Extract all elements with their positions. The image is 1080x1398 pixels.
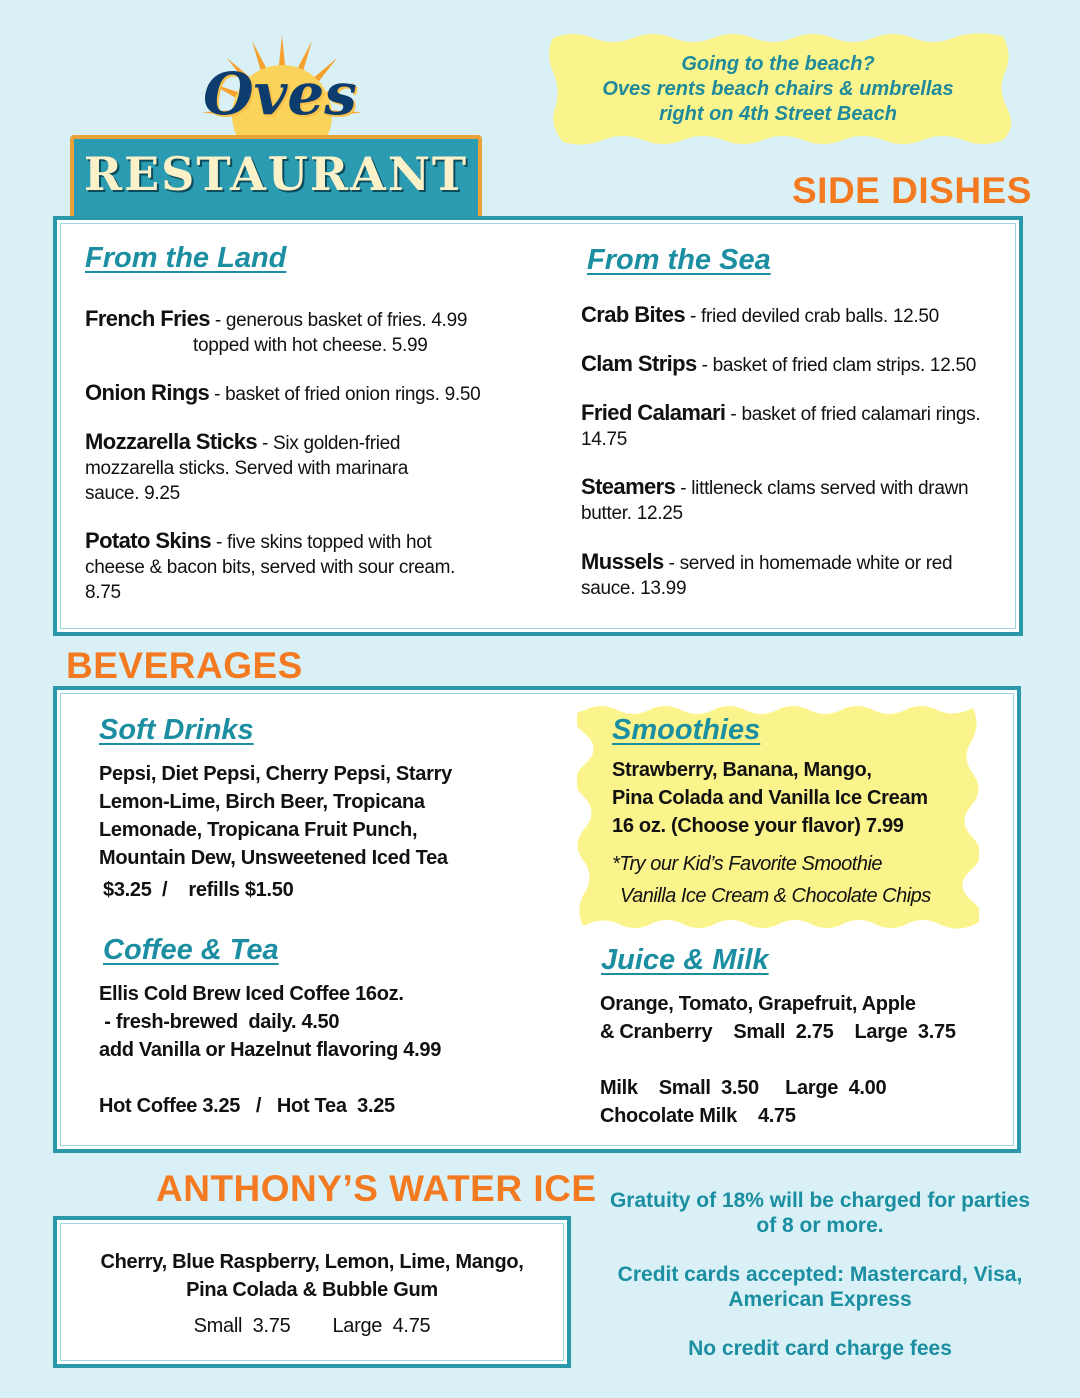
item-name: Crab Bites (581, 302, 686, 327)
from-the-land-heading: From the Land (85, 242, 287, 274)
menu-item-fried-calamari (581, 400, 1001, 452)
item-desc: - basket of fried clam strips. 12.50 (696, 355, 976, 376)
milk-line: Chocolate Milk 4.75 (600, 1105, 796, 1127)
smoothie-line: 16 oz. (Choose your flavor) 7.99 (612, 815, 904, 837)
menu-item-crab-bites (581, 302, 1001, 329)
juice-milk-list (600, 990, 1000, 1130)
cards-line: Credit cards accepted: Mastercard, Visa, (617, 1263, 1023, 1286)
item-desc: - littleneck clams served with drawn butter. 12.25 (581, 478, 969, 524)
menu-item-clam-strips (581, 351, 1001, 378)
item-name: Potato Skins (85, 528, 212, 553)
side-dishes-title: SIDE DISHES (792, 170, 1032, 211)
item-name: Clam Strips (581, 351, 697, 376)
item-name: Mozzarella Sticks (85, 429, 257, 454)
beverages-title: BEVERAGES (66, 645, 303, 686)
item-desc: - basket of fried calamari rings. 14.75 (581, 404, 981, 450)
menu-item-mozzarella-sticks (85, 429, 445, 506)
soft-drinks-list (99, 760, 519, 904)
cards-line: American Express (728, 1288, 912, 1311)
beach-rental-note (543, 30, 1013, 148)
soft-drinks-line: Lemonade, Tropicana Fruit Punch, (99, 819, 418, 841)
item-desc: - generous basket of fries. 4.99 (209, 310, 468, 331)
kids-smoothie-line: *Try our Kid’s Favorite Smoothie (612, 853, 883, 875)
coffee-tea-list (99, 980, 519, 1120)
item-name: Fried Calamari (581, 400, 726, 425)
juice-line: & Cranberry Small 2.75 Large 3.75 (600, 1021, 956, 1043)
coffee-tea-heading: Coffee & Tea (103, 934, 279, 966)
milk-line: Milk Small 3.50 Large 4.00 (600, 1077, 887, 1099)
smoothie-line: Pina Colada and Vanilla Ice Cream (612, 787, 928, 809)
menu-item-potato-skins (85, 528, 465, 605)
gratuity-line: of 8 or more. (756, 1214, 884, 1237)
juice-milk-heading: Juice & Milk (601, 944, 769, 976)
smoothie-line: Strawberry, Banana, Mango, (612, 759, 872, 781)
gratuity-note (590, 1188, 1050, 1238)
smoothies-heading: Smoothies (612, 714, 761, 746)
from-the-sea-heading: From the Sea (587, 244, 771, 276)
beach-note-line: Going to the beach? (681, 53, 875, 75)
juice-line: Orange, Tomato, Grapefruit, Apple (600, 993, 916, 1015)
beach-note-line: right on 4th Street Beach (659, 103, 897, 125)
menu-item-steamers (581, 474, 1001, 526)
item-desc: - served in homemade white or red sauce. 13.99 (581, 553, 953, 599)
restaurant-logo (70, 30, 482, 200)
logo-banner-text: RESTAURANT (83, 147, 469, 201)
water-ice-prices: Small 3.75 Large 4.75 (193, 1315, 431, 1337)
item-name: Mussels (581, 549, 664, 574)
smoothies-card (577, 702, 979, 930)
water-ice-flavors (57, 1248, 567, 1340)
menu-item-onion-rings (85, 380, 525, 407)
logo-script-name: Oves (203, 60, 357, 128)
item-name: Steamers (581, 474, 676, 499)
item-extra: topped with hot cheese. 5.99 (193, 335, 428, 356)
item-name: French Fries (85, 306, 210, 331)
menu-item-french-fries (85, 306, 505, 358)
gratuity-line: Gratuity of 18% will be charged for parties (609, 1189, 1031, 1212)
hot-drinks-line: Hot Coffee 3.25 / Hot Tea 3.25 (99, 1095, 395, 1117)
soft-drinks-line: Mountain Dew, Unsweetened Iced Tea (99, 847, 448, 869)
water-ice-line: Cherry, Blue Raspberry, Lemon, Lime, Mango, (100, 1251, 524, 1273)
item-name: Onion Rings (85, 380, 210, 405)
side-dishes-box (53, 216, 1023, 636)
coffee-line: Ellis Cold Brew Iced Coffee 16oz. (99, 983, 404, 1005)
item-desc: - Six golden-fried mozzarella sticks. Served with marinara sauce. 9.25 (85, 433, 409, 504)
fees-note: No credit card charge fees (688, 1337, 952, 1360)
item-desc: - five skins topped with hot cheese & bacon bits, served with sour cream. 8.75 (85, 532, 456, 603)
water-ice-title: ANTHONY’S WATER ICE (156, 1168, 597, 1209)
logo-banner (70, 135, 482, 221)
item-desc: - basket of fried onion rings. 9.50 (209, 384, 481, 405)
soft-drinks-line: Pepsi, Diet Pepsi, Cherry Pepsi, Starry (99, 763, 452, 785)
coffee-line: add Vanilla or Hazelnut flavoring 4.99 (99, 1039, 442, 1061)
soft-drinks-price: $3.25 / refills $1.50 (103, 879, 294, 901)
soft-drinks-heading: Soft Drinks (99, 714, 254, 746)
water-ice-box (53, 1216, 571, 1368)
soft-drinks-line: Lemon-Lime, Birch Beer, Tropicana (99, 791, 425, 813)
kids-smoothie-line: Vanilla Ice Cream & Chocolate Chips (620, 885, 931, 907)
menu-item-mussels (581, 549, 961, 601)
beach-note-line: Oves rents beach chairs & umbrellas (602, 78, 954, 100)
item-desc: - fried deviled crab balls. 12.50 (685, 306, 939, 327)
coffee-line: - fresh-brewed daily. 4.50 (99, 1011, 340, 1033)
smoothies-list (612, 756, 972, 910)
water-ice-line: Pina Colada & Bubble Gum (186, 1279, 438, 1301)
credit-cards-note (590, 1262, 1050, 1312)
